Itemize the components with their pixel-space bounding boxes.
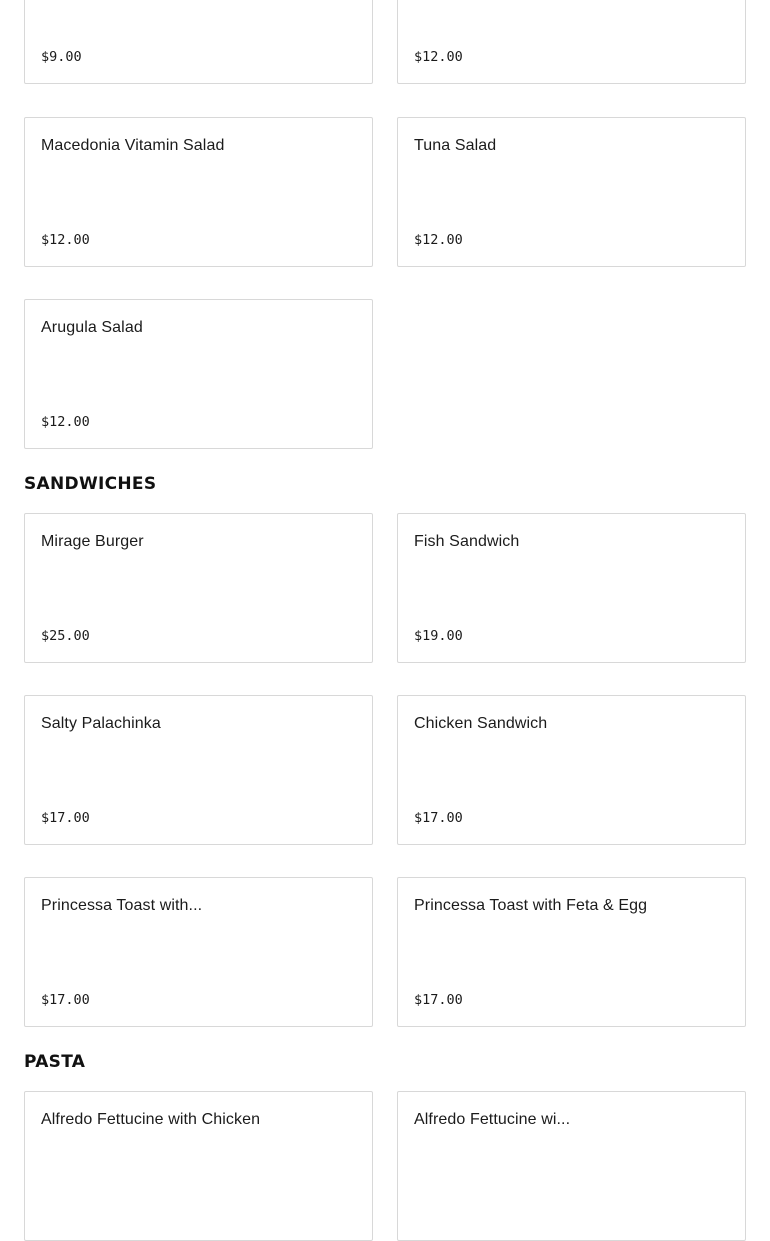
menu-item-card[interactable] [397,1091,746,1241]
menu-item-name: Salty Palachinka [41,715,161,732]
menu-item-card[interactable] [24,695,373,845]
menu-item-card[interactable] [24,299,373,449]
menu-item-name: Chicken Sandwich [414,715,548,732]
menu-item-price: $12.00 [414,49,463,65]
menu-item-name: Princessa Toast with Feta & Egg [414,897,648,914]
section-title-sandwiches: SANDWICHES [24,474,157,494]
menu-item-card[interactable] [24,513,373,663]
menu-item-name: Alfredo Fettucine wi... [414,1111,571,1128]
menu-item-price: $12.00 [41,414,90,430]
menu-item-name: Fish Sandwich [414,533,520,550]
section-title-pasta: PASTA [24,1052,86,1072]
menu-item-card[interactable] [397,877,746,1027]
menu-item-name: Princessa Toast with... [41,897,203,914]
menu-item-price: $17.00 [41,810,90,826]
menu-item-price: $17.00 [414,810,463,826]
menu-item-price: $17.00 [414,992,463,1008]
menu-item-price: $25.00 [41,628,90,644]
menu-item-card[interactable] [397,0,746,84]
menu-item-name: Arugula Salad [41,319,143,336]
menu-item-card[interactable] [24,1091,373,1241]
menu-item-card[interactable] [24,877,373,1027]
menu-item-name: Mirage Burger [41,533,144,550]
menu-item-card[interactable] [24,0,373,84]
menu-item-name: Alfredo Fettucine with Chicken [41,1111,261,1128]
menu-item-name: Tuna Salad [414,137,497,154]
menu-item-card[interactable] [397,513,746,663]
menu-item-card[interactable] [397,695,746,845]
menu-item-price: $17.00 [41,992,90,1008]
menu-item-price: $12.00 [41,232,90,248]
menu-item-card[interactable] [397,117,746,267]
menu-item-card[interactable] [24,117,373,267]
menu-item-price: $19.00 [414,628,463,644]
menu-item-name: Macedonia Vitamin Salad [41,137,225,154]
menu-item-price: $9.00 [41,49,82,65]
menu-item-price: $12.00 [414,232,463,248]
